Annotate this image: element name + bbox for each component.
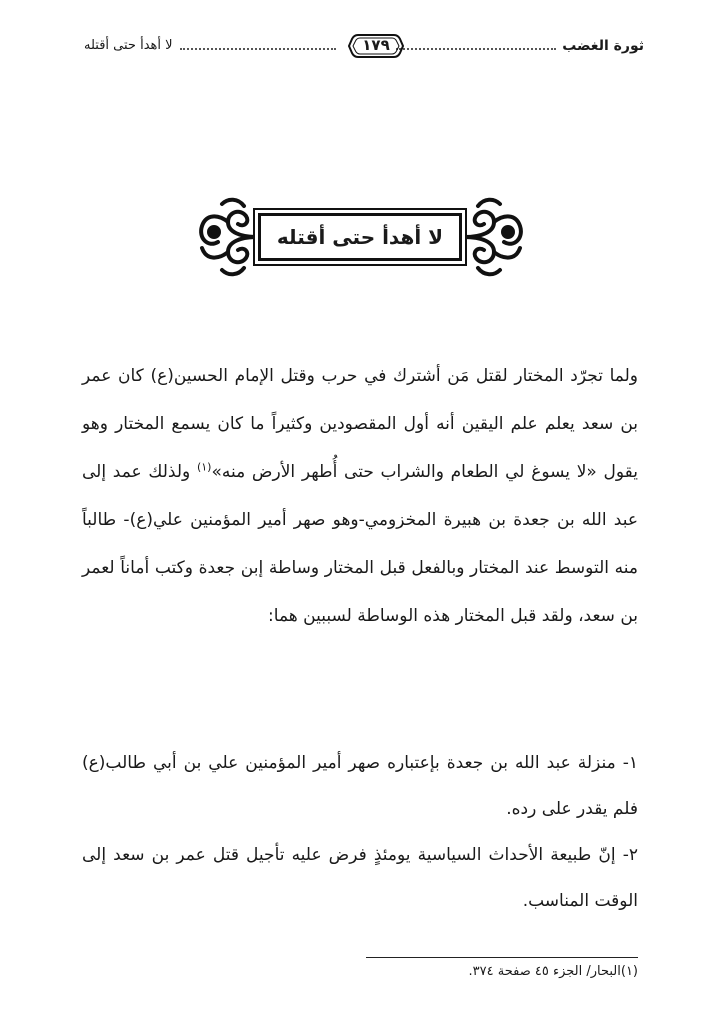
running-header [84, 32, 644, 62]
title-frame [258, 213, 462, 261]
list-item: ١- منزلة عبد الله بن جعدة بإعتباره صهر أمير المؤمنين علي بن أبي طالب(ع) فلم يقدر على رده. [82, 753, 638, 819]
paragraph-part-1: ولما تجرّد المختار لقتل مَن أشترك في حرب وقتل الإمام الحسين(ع) كان عمر بن سعد يعلم علم اليقين أنه أول المقصودين وكثيراً ما كان يسمع المختار وهو يقول «لا يسوغ لي الطعام والشراب حتى أُطهر الأرض منه» [82, 366, 639, 482]
page-number: ١٧٩ [362, 36, 390, 54]
main-paragraph [82, 352, 638, 640]
footnote: (١)البحار/ الجزء ٤٥ صفحة ٣٧٤. [468, 964, 638, 979]
paragraph-part-2: ولذلك عمد إلى عبد الله بن جعدة بن هبيرة المخزومي-وهو صهر أمير المؤمنين علي(ع)- طالباً منه التوسط عند المختار وبالفعل قبل المختار وساطة إبن جعدة وكتب أماناً لعمر بن سعد، ولقد قبل المختار هذه الوساطة لسببين هما: [82, 462, 638, 626]
chapter-title-banner [188, 192, 534, 282]
list-item: ٢- إنّ طبيعة الأحداث السياسية يومئذٍ فرض عليه تأجيل قتل عمر بن سعد إلى الوقت المناسب. [82, 845, 638, 911]
header-leader-dots [180, 48, 336, 50]
book-title: ثورة الغضب [562, 38, 644, 54]
chapter-title: لا أهدأ حتى أقتله [276, 225, 444, 249]
footnote-separator [366, 957, 638, 958]
chapter-running-title: لا أهدأ حتى أقتله [84, 38, 173, 53]
page-number-badge [348, 32, 404, 60]
paragraph-text [82, 352, 638, 640]
footnote-reference: (١) [196, 460, 212, 474]
header-leader-dots [396, 48, 556, 50]
reasons-list [82, 740, 638, 924]
